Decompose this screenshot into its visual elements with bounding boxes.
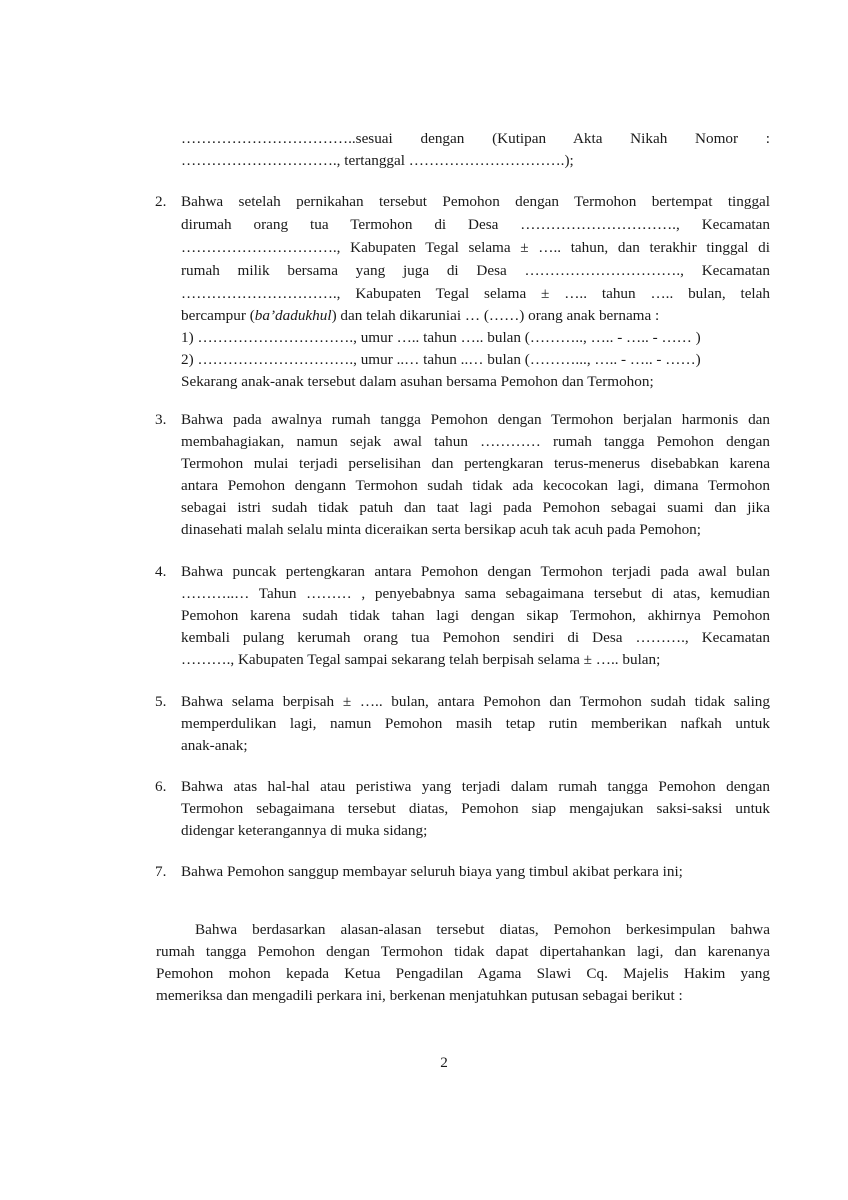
item-2-line: Sekarang anak-anak tersebut dalam asuhan bersama Pemohon dan Termohon; xyxy=(181,373,654,390)
item-number: 4. xyxy=(155,563,167,580)
item-2-line: rumah milik bersama yang juga di Desa …………………………., Kecamatan xyxy=(181,262,770,279)
item-4-line: kembali pulang kerumah orang tua Pemohon sendiri di Desa ………., Kecamatan xyxy=(181,629,770,646)
item-3-line: Termohon mulai terjadi perselisihan dan pertengkaran terus-menerus disebabkan karena xyxy=(181,455,770,472)
item-4-line: Pemohon karena sudah tidak tahan lagi dengan sikap Termohon, akhirnya Pemohon xyxy=(181,607,770,624)
conclusion-line: memeriksa dan mengadili perkara ini, berkenan menjatuhkan putusan sebagai berikut : xyxy=(156,987,683,1004)
item-number: 3. xyxy=(155,411,167,428)
item-3-line: Bahwa pada awalnya rumah tangga Pemohon dengan Termohon berjalan harmonis dan xyxy=(181,411,770,428)
conclusion-line: Pemohon mohon kepada Ketua Pengadilan Agama Slawi Cq. Majelis Hakim yang xyxy=(156,965,770,982)
item-2-line: …………………………., Kabupaten Tegal selama ± ….. tahun, dan terakhir tinggal di xyxy=(181,239,770,256)
item-4-line: ………..… Tahun ……… , penyebabnya sama sebagaimana tersebut di atas, kemudian xyxy=(181,585,770,602)
page-number: 2 xyxy=(440,1054,448,1071)
item-2-line: bercampur (ba’dadukhul) dan telah dikaruniai … (……) orang anak bernama : xyxy=(181,307,660,324)
item-2-line: dirumah orang tua Termohon di Desa …………………………., Kecamatan xyxy=(181,216,770,233)
item-5-line: memperdulikan lagi, namun Pemohon masih tetap rutin memberikan nafkah untuk xyxy=(181,715,770,732)
item-number: 5. xyxy=(155,693,167,710)
item-3-line: antara Pemohon dengann Termohon sudah tidak ada kecocokan lagi, dimana Termohon xyxy=(181,477,770,494)
item-number: 2. xyxy=(155,193,167,210)
item-3-line: dinasehati malah selalu minta diceraikan serta bersikap acuh tak acuh pada Pemohon; xyxy=(181,521,701,538)
item-2-line: …………………………., Kabupaten Tegal selama ± ….. tahun ….. bulan, telah xyxy=(181,285,770,302)
item-4-line: ………., Kabupaten Tegal sampai sekarang telah berpisah selama ± ….. bulan; xyxy=(181,651,661,668)
item-5-line: Bahwa selama berpisah ± ….. bulan, antara Pemohon dan Termohon sudah tidak saling xyxy=(181,693,770,710)
item-2-line: Bahwa setelah pernikahan tersebut Pemohon dengan Termohon bertempat tinggal xyxy=(181,193,770,210)
child-1-line: 1) …………………………., umur ….. tahun ….. bulan (……….., ….. - ….. - …… ) xyxy=(181,329,701,346)
item-3-line: sebagai istri sudah tidak patuh dan taat lagi pada Pemohon sebagai suami dan jika xyxy=(181,499,770,516)
conclusion-line: Bahwa berdasarkan alasan-alasan tersebut diatas, Pemohon berkesimpulan bahwa xyxy=(195,921,770,938)
item-6-line: Bahwa atas hal-hal atau peristiwa yang terjadi dalam rumah tangga Pemohon dengan xyxy=(181,778,770,795)
item-6-line: Termohon sebagaimana tersebut diatas, Pemohon siap mengajukan saksi-saksi untuk xyxy=(181,800,770,817)
item-number: 6. xyxy=(155,778,167,795)
child-2-line: 2) …………………………., umur ..… tahun ..… bulan (………..., ….. - ….. - ……) xyxy=(181,351,701,368)
item-6-line: didengar keterangannya di muka sidang; xyxy=(181,822,428,839)
item-7-line: Bahwa Pemohon sanggup membayar seluruh biaya yang timbul akibat perkara ini; xyxy=(181,863,683,880)
italic-term: ba’dadukhul xyxy=(254,307,332,324)
item-number: 7. xyxy=(155,863,167,880)
item-3-line: membahagiakan, namun sejak awal tahun ………… rumah tangga Pemohon dengan xyxy=(181,433,770,450)
intro-line-2: …………………………., tertanggal ………………………….); xyxy=(181,152,574,169)
conclusion-line: rumah tangga Pemohon dengan Termohon tidak dapat dipertahankan lagi, dan karenanya xyxy=(156,943,770,960)
item-5-line: anak-anak; xyxy=(181,737,248,754)
intro-line-1: ……………………………..sesuai dengan (Kutipan Akta Nikah Nomor : xyxy=(181,130,770,147)
item-4-line: Bahwa puncak pertengkaran antara Pemohon dengan Termohon terjadi pada awal bulan xyxy=(181,563,770,580)
